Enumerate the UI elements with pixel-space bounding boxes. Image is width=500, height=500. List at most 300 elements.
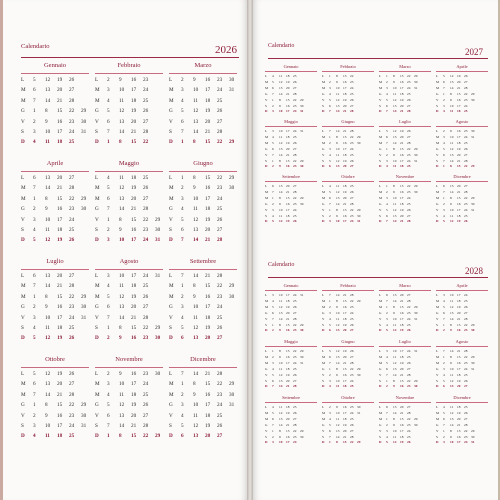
day-number: 1: [33, 293, 36, 300]
day-number: 22: [350, 440, 354, 445]
day-number: 11: [450, 109, 454, 114]
weekday-label: G: [379, 366, 382, 371]
weekday-label: M: [265, 134, 269, 139]
right-top-rule: [268, 58, 488, 59]
day-number: 17: [205, 304, 211, 311]
day-number: 17: [205, 87, 211, 94]
week-row-l: [265, 349, 317, 353]
day-number: 28: [293, 316, 297, 321]
day-number: 3: [386, 316, 388, 321]
day-number: 8: [279, 195, 281, 200]
day-number: 15: [131, 216, 137, 223]
day-number: 11: [336, 152, 340, 157]
day-number: 11: [336, 184, 340, 188]
day-number: 23: [143, 371, 149, 377]
weekday-label: L: [322, 129, 325, 133]
month-name: Gennaio: [43, 62, 67, 69]
month-name: Settembre: [189, 258, 217, 265]
day-number: 12: [393, 328, 397, 333]
day-number: 25: [350, 91, 354, 96]
day-number: 17: [400, 349, 404, 353]
day-number: 21: [286, 91, 290, 96]
week-row-s: [169, 325, 237, 331]
week-row-d: [436, 109, 488, 113]
day-number: 13: [393, 213, 397, 218]
day-number: 11: [393, 354, 397, 359]
day-number: 6: [272, 146, 274, 151]
day-number: 3: [443, 207, 445, 212]
day-number: 10: [336, 219, 340, 224]
week-row-v: [265, 429, 317, 433]
week-row-d: [436, 328, 488, 332]
month-name: Luglio: [46, 258, 64, 265]
day-number: 4: [443, 109, 445, 114]
day-number: 3: [33, 216, 36, 223]
month-name: Agosto: [119, 258, 139, 265]
week-row-l: [379, 293, 431, 297]
weekday-label: V: [265, 152, 268, 157]
day-number: 28: [464, 189, 468, 194]
day-number: 31: [229, 87, 235, 94]
day-number: 5: [181, 423, 184, 429]
month-rule: [322, 181, 374, 182]
day-number: 8: [279, 322, 281, 327]
day-number: 29: [471, 164, 475, 169]
week-row-m: [21, 294, 89, 300]
week-row-l: [265, 129, 317, 133]
day-number: 28: [350, 201, 354, 206]
day-number: 18: [400, 91, 404, 96]
day-number: 29: [414, 378, 418, 383]
day-number: 4: [329, 91, 331, 96]
day-number: 16: [400, 310, 404, 315]
weekday-label: V: [322, 207, 325, 212]
day-number: 2: [33, 206, 36, 213]
month-giugno: [322, 339, 374, 391]
day-number: 12: [45, 371, 51, 377]
week-row-m: [322, 86, 374, 90]
day-number: 28: [464, 316, 468, 321]
day-number: 5: [443, 410, 445, 415]
weekday-label: V: [95, 314, 99, 321]
day-number: 7: [329, 360, 331, 365]
day-number: 9: [393, 310, 395, 315]
day-number: 5: [272, 140, 274, 145]
day-number: 15: [286, 322, 290, 327]
day-number: 15: [400, 378, 404, 383]
weekday-label: M: [436, 189, 440, 194]
weekday-label: L: [379, 349, 382, 353]
day-number: 27: [217, 227, 223, 233]
week-row-d: [379, 219, 431, 223]
weekday-label: S: [169, 325, 172, 331]
week-row-m: [436, 135, 488, 139]
day-number: 11: [279, 74, 283, 78]
weekday-label: M: [169, 293, 174, 300]
week-row-v: [322, 98, 374, 102]
day-number: 1: [329, 207, 331, 212]
day-number: 18: [57, 433, 63, 440]
weekday-label: M: [379, 79, 383, 84]
day-number: 9: [119, 371, 122, 377]
week-row-v: [21, 413, 89, 419]
day-number: 20: [205, 118, 211, 125]
day-number: 15: [400, 304, 404, 309]
day-number: 9: [393, 422, 395, 427]
weekday-label: M: [265, 416, 269, 421]
weekday-label: M: [95, 381, 100, 388]
day-number: 15: [400, 416, 404, 421]
weekday-label: V: [169, 216, 173, 223]
day-number: 6: [272, 85, 274, 90]
day-number: 22: [217, 175, 223, 181]
day-number: 12: [336, 189, 340, 194]
day-number: 24: [143, 237, 149, 244]
day-number: 21: [286, 384, 290, 389]
month-rule: [322, 346, 374, 347]
month-name: Settembre: [282, 395, 300, 400]
week-row-l: [322, 293, 374, 297]
day-number: 31: [471, 134, 475, 139]
day-number: 22: [217, 381, 223, 388]
day-number: 23: [293, 434, 297, 439]
day-number: 10: [450, 134, 454, 139]
day-number: 1: [33, 108, 36, 115]
day-number: 18: [457, 372, 461, 377]
day-number: 19: [286, 79, 290, 84]
weekday-label: S: [436, 103, 438, 108]
weekday-label: V: [21, 118, 25, 125]
weekday-label: G: [95, 304, 99, 311]
day-number: 9: [279, 103, 281, 108]
day-number: 8: [193, 139, 196, 146]
month-name: Marzo: [399, 283, 411, 288]
day-number: 29: [81, 293, 87, 300]
day-number: 23: [350, 372, 354, 377]
weekday-label: D: [21, 139, 25, 146]
weekday-label: L: [379, 74, 382, 78]
week-row-m: [169, 185, 237, 191]
day-number: 9: [119, 77, 122, 83]
day-number: 15: [343, 298, 347, 303]
month-rule: [95, 73, 163, 74]
weekday-label: M: [322, 134, 326, 139]
weekday-label: L: [21, 175, 25, 181]
day-number: 25: [293, 74, 297, 78]
week-row-g: [322, 423, 374, 427]
month-luglio: [379, 119, 431, 171]
day-number: 9: [450, 434, 452, 439]
day-number: 21: [343, 434, 347, 439]
day-number: 1: [272, 97, 274, 102]
week-row-v: [322, 429, 374, 433]
day-number: 8: [119, 433, 122, 440]
day-number: 1: [443, 428, 445, 433]
day-number: 23: [464, 434, 468, 439]
day-number: 5: [443, 304, 445, 309]
week-row-d: [436, 164, 488, 168]
day-number: 5: [107, 293, 110, 300]
day-number: 11: [450, 213, 454, 218]
day-number: 21: [457, 85, 461, 90]
week-row-v: [379, 429, 431, 433]
month-rule: [379, 126, 431, 127]
day-number: 21: [286, 189, 290, 194]
day-number: 8: [393, 304, 395, 309]
day-number: 29: [414, 146, 418, 151]
day-number: 22: [464, 354, 468, 359]
day-number: 26: [293, 140, 297, 145]
day-number: 6: [443, 416, 445, 421]
month-settembre: [169, 258, 237, 350]
day-number: 18: [131, 175, 137, 181]
day-number: 29: [300, 97, 304, 102]
day-number: 28: [407, 140, 411, 145]
weekday-label: S: [379, 158, 381, 163]
day-number: 21: [343, 360, 347, 365]
day-number: 26: [69, 77, 75, 83]
weekday-label: S: [436, 322, 438, 327]
day-number: 3: [33, 423, 36, 429]
weekday-label: L: [21, 273, 25, 279]
day-number: 26: [464, 74, 468, 78]
day-number: 24: [407, 195, 411, 200]
day-number: 20: [457, 416, 461, 421]
day-number: 18: [457, 140, 461, 145]
day-number: 28: [69, 97, 75, 104]
day-number: 30: [414, 189, 418, 194]
month-ottobre: [322, 395, 374, 447]
weekday-label: D: [379, 109, 382, 114]
day-number: 10: [193, 304, 199, 311]
day-number: 5: [386, 360, 388, 365]
month-rule: [169, 73, 237, 74]
day-number: 16: [205, 391, 211, 398]
week-row-v: [322, 373, 374, 377]
month-rule: [379, 181, 431, 182]
day-number: 2: [107, 77, 110, 83]
day-number: 8: [119, 325, 122, 331]
day-number: 5: [181, 108, 184, 115]
week-row-v: [21, 315, 89, 321]
day-number: 8: [393, 184, 395, 188]
day-number: 17: [457, 207, 461, 212]
weekday-label: L: [265, 293, 268, 297]
day-number: 22: [69, 402, 75, 409]
day-number: 1: [33, 402, 36, 409]
weekday-label: L: [21, 77, 25, 83]
day-number: 24: [217, 402, 223, 409]
weekday-label: M: [21, 391, 26, 398]
day-number: 22: [350, 298, 354, 303]
week-row-l: [379, 74, 431, 78]
day-number: 10: [336, 146, 340, 151]
month-name: Ottobre: [45, 356, 65, 363]
day-number: 3: [443, 103, 445, 108]
week-row-m: [95, 381, 163, 387]
day-number: 16: [131, 227, 137, 233]
day-number: 6: [272, 310, 274, 315]
day-number: 29: [229, 283, 235, 290]
day-number: 31: [300, 360, 304, 365]
day-number: 4: [386, 91, 388, 96]
day-number: 7: [386, 298, 388, 303]
day-number: 2: [181, 293, 184, 300]
week-row-g: [95, 304, 163, 310]
day-number: 20: [57, 175, 63, 181]
day-number: 22: [293, 322, 297, 327]
month-marzo: [379, 64, 431, 116]
weekday-label: S: [21, 423, 24, 429]
day-number: 3: [272, 293, 274, 297]
day-number: 4: [443, 405, 445, 409]
day-number: 22: [143, 325, 149, 331]
month-name: Gennaio: [283, 283, 299, 288]
day-number: 30: [300, 201, 304, 206]
month-rule: [379, 402, 431, 403]
day-number: 8: [193, 381, 196, 388]
month-rule: [265, 71, 317, 72]
day-number: 13: [45, 87, 51, 94]
month-name: Dicembre: [453, 395, 471, 400]
week-row-g: [322, 147, 374, 151]
weekday-label: L: [95, 371, 99, 377]
week-row-m: [265, 196, 317, 200]
week-row-v: [436, 429, 488, 433]
day-number: 28: [407, 219, 411, 224]
day-number: 1: [386, 416, 388, 421]
month-rule: [436, 71, 488, 72]
day-number: 20: [343, 164, 347, 169]
day-number: 18: [131, 283, 137, 290]
day-number: 5: [329, 158, 331, 163]
day-number: 17: [457, 440, 461, 445]
week-row-m: [265, 86, 317, 90]
day-number: 29: [471, 91, 475, 96]
day-number: 6: [181, 227, 184, 233]
day-number: 19: [57, 77, 63, 83]
week-row-m: [379, 190, 431, 194]
week-row-s: [379, 379, 431, 383]
week-row-g: [322, 202, 374, 206]
day-number: 7: [386, 372, 388, 377]
week-row-v: [322, 153, 374, 157]
day-number: 10: [119, 237, 125, 244]
day-number: 22: [464, 164, 468, 169]
day-number: 14: [193, 237, 199, 244]
weekday-label: M: [95, 87, 100, 94]
weekday-label: G: [322, 366, 325, 371]
day-number: 23: [293, 164, 297, 169]
week-row-v: [379, 153, 431, 157]
day-number: 11: [193, 314, 198, 321]
week-row-m: [379, 361, 431, 365]
month-rule: [21, 269, 89, 270]
day-number: 21: [457, 316, 461, 321]
day-number: 2: [443, 129, 445, 133]
day-number: 14: [450, 189, 454, 194]
week-row-g: [265, 367, 317, 371]
weekday-label: M: [322, 416, 326, 421]
month-rule: [322, 126, 374, 127]
weekday-label: V: [265, 372, 268, 377]
day-number: 20: [400, 213, 404, 218]
day-number: 15: [131, 139, 137, 146]
week-row-g: [265, 202, 317, 206]
weekday-label: L: [169, 77, 173, 83]
day-number: 1: [181, 139, 184, 146]
day-number: 9: [336, 140, 338, 145]
day-number: 9: [336, 304, 338, 309]
day-number: 18: [205, 206, 211, 213]
day-number: 24: [293, 207, 297, 212]
weekday-label: M: [95, 283, 100, 290]
day-number: 21: [57, 283, 63, 290]
week-row-g: [265, 92, 317, 96]
week-row-m: [95, 283, 163, 289]
day-number: 16: [205, 293, 211, 300]
month-agosto: [436, 119, 488, 171]
week-row-d: [169, 237, 237, 243]
week-row-v: [265, 153, 317, 157]
week-row-l: [265, 293, 317, 297]
weekday-label: G: [265, 366, 268, 371]
weekday-label: D: [379, 164, 382, 169]
day-number: 14: [119, 206, 125, 213]
day-number: 28: [464, 349, 468, 353]
day-number: 21: [205, 371, 211, 377]
day-number: 18: [286, 405, 290, 409]
day-number: 26: [69, 237, 75, 244]
day-number: 12: [279, 79, 283, 84]
week-row-d: [169, 433, 237, 439]
day-number: 1: [386, 378, 388, 383]
day-number: 18: [343, 152, 347, 157]
weekday-label: V: [265, 97, 268, 102]
day-number: 2: [386, 384, 388, 389]
day-number: 21: [131, 206, 137, 213]
day-number: 8: [119, 139, 122, 146]
day-number: 25: [407, 201, 411, 206]
month-rule: [322, 71, 374, 72]
day-number: 25: [69, 139, 75, 146]
weekday-label: M: [95, 391, 100, 398]
day-number: 30: [357, 405, 361, 409]
weekday-label: G: [169, 304, 173, 311]
week-row-g: [21, 304, 89, 310]
day-number: 5: [329, 189, 331, 194]
day-number: 18: [343, 416, 347, 421]
weekday-label: V: [379, 207, 382, 212]
day-number: 5: [386, 440, 388, 445]
weekday-label: M: [21, 381, 26, 388]
day-number: 4: [272, 213, 274, 218]
day-number: 7: [181, 237, 184, 244]
day-number: 18: [131, 391, 137, 398]
day-number: 7: [329, 201, 331, 206]
month-rule: [379, 290, 431, 291]
day-number: 11: [450, 140, 454, 145]
day-number: 29: [300, 322, 304, 327]
day-number: 1: [443, 322, 445, 327]
week-row-v: [322, 317, 374, 321]
day-number: 8: [45, 293, 48, 300]
day-number: 22: [407, 304, 411, 309]
day-number: 5: [107, 402, 110, 409]
week-row-s: [21, 129, 89, 135]
day-number: 15: [343, 207, 347, 212]
weekday-label: D: [169, 433, 173, 440]
